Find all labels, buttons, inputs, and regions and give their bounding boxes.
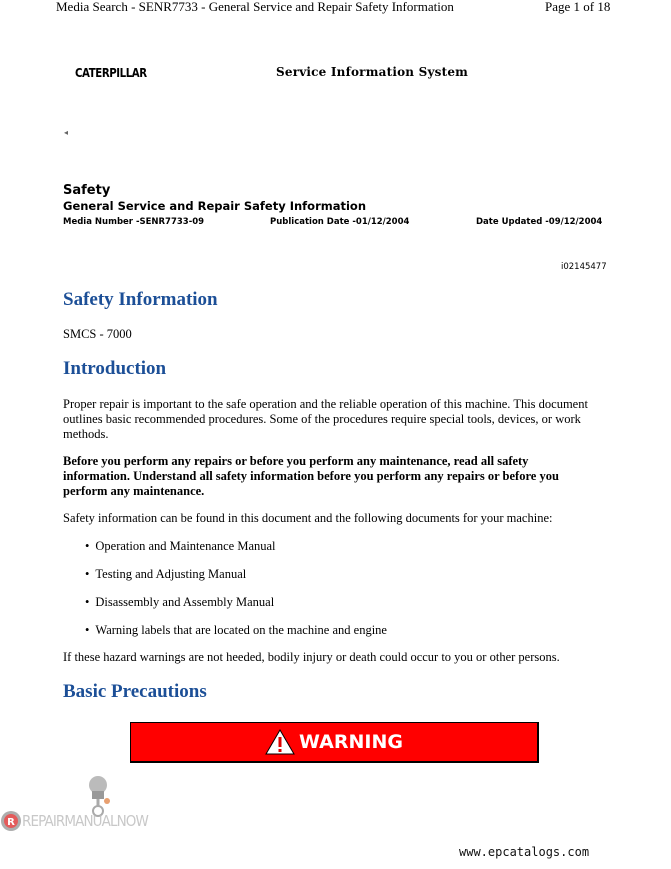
heading-basic-precautions: Basic Precautions: [63, 681, 207, 702]
doc-id: i02145477: [561, 262, 607, 272]
watermark-site: www.epcatalogs.com: [459, 845, 590, 859]
watermark-logo: R REPAIRMANUALNOW: [0, 810, 162, 832]
svg-text:R: R: [7, 817, 15, 828]
list-item: • Testing and Adjusting Manual: [85, 567, 247, 581]
intro-paragraph-2: Before you perform any repairs or before you perform any maintenance, read all safety information. Understand all safety information before you perform any repairs or before you perform any maintenance.: [63, 454, 559, 498]
heading-introduction: Introduction: [63, 358, 167, 379]
small-image-icon: ◂: [64, 128, 69, 137]
intro-paragraph-4: If these hazard warnings are not heeded, bodily injury or death could occur to you or other persons.: [63, 650, 560, 664]
doc-category: Safety: [63, 183, 111, 198]
intro-paragraph-1: Proper repair is important to the safe operation and the reliable operation of this machine. This document outlines basic recommended procedures. Some of the procedures require special tools, devices, or work methods.: [63, 397, 588, 441]
caterpillar-logo: CATERPILLAR: [75, 66, 147, 80]
warning-banner: [130, 722, 539, 763]
date-updated: Date Updated -09/12/2004: [476, 217, 603, 227]
list-item: • Warning labels that are located on the machine and engine: [85, 623, 387, 637]
list-item: • Disassembly and Assembly Manual: [85, 595, 275, 609]
warning-triangle-icon: [265, 729, 295, 755]
page-indicator: Page 1 of 18: [545, 0, 611, 14]
publication-date: Publication Date -01/12/2004: [270, 217, 410, 227]
list-item: • Operation and Maintenance Manual: [85, 539, 276, 553]
intro-paragraph-3: Safety information can be found in this document and the following documents for your machine:: [63, 511, 553, 525]
header-title: Media Search - SENR7733 - General Service and Repair Safety Information: [56, 0, 454, 14]
smcs-code: SMCS - 7000: [63, 327, 132, 341]
media-number: Media Number -SENR7733-09: [63, 217, 205, 227]
gear-icon: [0, 810, 22, 832]
warning-label: WARNING: [299, 731, 403, 753]
doc-title: General Service and Repair Safety Information: [63, 199, 367, 213]
heading-safety-information: Safety Information: [63, 289, 218, 310]
system-title: Service Information System: [276, 65, 469, 79]
